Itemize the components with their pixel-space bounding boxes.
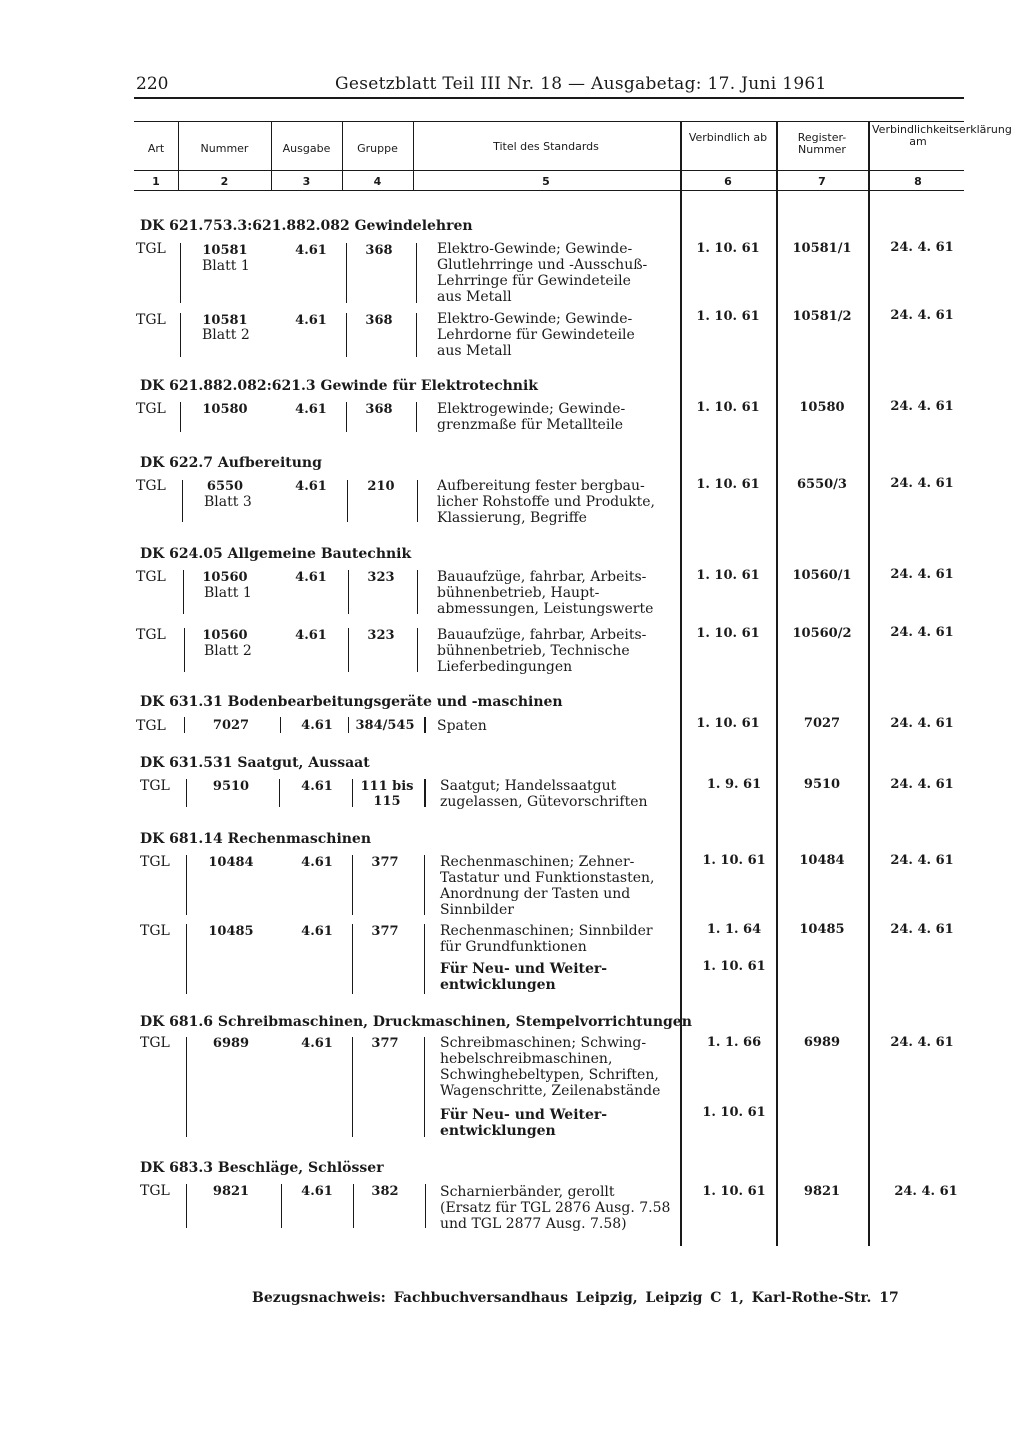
header-rule xyxy=(134,97,964,99)
col-number: 6 xyxy=(724,175,732,188)
cell-erklaerung: 24. 4. 61 xyxy=(890,308,954,323)
title-line: Aufbereitung fester bergbau- xyxy=(437,478,645,494)
cell-erklaerung: 24. 4. 61 xyxy=(890,399,954,414)
row-divider xyxy=(424,855,425,915)
header-bottom-rule xyxy=(134,190,964,191)
cell-nummer: 10485 xyxy=(208,924,254,939)
cell-title xyxy=(437,478,655,526)
section-heading: DK 624.05 Allgemeine Bautechnik xyxy=(140,546,412,562)
col-header-register: Register-Nummer xyxy=(797,131,847,156)
cell-blatt: Blatt 1 xyxy=(202,258,250,274)
cell-nummer: 6550 xyxy=(206,479,244,494)
cell-gruppe: 210 xyxy=(367,479,395,494)
section-heading: DK 681.14 Rechenmaschinen xyxy=(140,831,372,847)
row-divider xyxy=(424,1037,425,1137)
col-number: 3 xyxy=(302,175,311,188)
row-divider xyxy=(416,243,417,303)
cell-verbindlich: 1. 10. 61 xyxy=(702,853,766,868)
col-header-art: Art xyxy=(147,142,165,155)
col-number: 8 xyxy=(914,175,922,188)
cell-gruppe: 368 xyxy=(365,243,393,258)
title-line: zugelassen, Gütevorschriften xyxy=(440,794,648,810)
cell-erklaerung: 24. 4. 61 xyxy=(890,476,954,491)
row-divider xyxy=(424,779,426,807)
cell-art: TGL xyxy=(140,1183,170,1199)
cell-title xyxy=(440,854,654,918)
cell-nummer: 10560 xyxy=(202,570,248,585)
cell-nummer: 6989 xyxy=(212,1036,250,1051)
row-divider xyxy=(348,717,349,733)
cell-title xyxy=(440,1184,670,1232)
cell-art: TGL xyxy=(140,854,170,870)
section-heading: DK 681.6 Schreibmaschinen, Druckmaschinen, Stempelvorrichtungen xyxy=(140,1014,692,1030)
col-header-gruppe: Gruppe xyxy=(357,142,398,155)
col-divider-erklaerung xyxy=(868,121,870,1246)
title-line: Für Neu- und Weiter- xyxy=(440,1107,608,1123)
col-number: 5 xyxy=(542,175,550,188)
col-number: 4 xyxy=(373,175,382,188)
cell-title xyxy=(437,569,653,617)
cell-nummer: 10581 xyxy=(202,243,248,258)
row-divider xyxy=(346,243,347,303)
title-line: Elektro-Gewinde; Gewinde- xyxy=(437,311,633,327)
row-divider xyxy=(353,1184,354,1228)
page-number: 220 xyxy=(136,74,169,94)
cell-title xyxy=(437,311,635,359)
row-divider xyxy=(186,855,187,915)
row-divider xyxy=(186,924,187,994)
cell-gruppe: 323 xyxy=(367,628,395,643)
cell-nummer: 10484 xyxy=(208,855,254,870)
cell-gruppe: 368 xyxy=(365,402,393,417)
cell-art: TGL xyxy=(136,627,166,643)
cell-art: TGL xyxy=(136,569,166,585)
cell-verbindlich: 1. 10. 61 xyxy=(696,241,760,256)
cell-register: 10581/2 xyxy=(792,309,852,324)
title-line: licher Rohstoffe und Produkte, xyxy=(437,494,655,510)
cell-erklaerung: 24. 4. 61 xyxy=(890,716,954,731)
title-line: Glutlehrringe und -Ausschuß- xyxy=(437,257,648,273)
title-line: grenzmaße für Metallteile xyxy=(437,417,624,433)
cell-verbindlich: 1. 10. 61 xyxy=(696,309,760,324)
cell-verbindlich-note: 1. 10. 61 xyxy=(702,959,766,974)
row-divider xyxy=(184,717,185,733)
title-line: Lehrdorne für Gewindeteile xyxy=(437,327,635,343)
cell-art: TGL xyxy=(140,778,170,794)
row-divider xyxy=(424,717,426,733)
cell-register: 10485 xyxy=(799,922,845,937)
title-line: entwicklungen xyxy=(440,977,556,993)
cell-ausgabe: 4.61 xyxy=(295,402,327,417)
cell-nummer: 9821 xyxy=(212,1184,250,1199)
cell-verbindlich: 1. 10. 61 xyxy=(696,716,760,731)
cell-title xyxy=(437,718,487,734)
col-number: 2 xyxy=(220,175,229,188)
cell-ausgabe: 4.61 xyxy=(301,1036,333,1051)
cell-art: TGL xyxy=(140,1035,170,1051)
row-divider xyxy=(280,717,281,733)
row-divider xyxy=(184,628,185,672)
row-divider xyxy=(424,924,425,994)
section-heading: DK 683.3 Beschläge, Schlösser xyxy=(140,1160,384,1176)
row-divider xyxy=(281,1184,282,1228)
cell-blatt: Blatt 1 xyxy=(204,585,252,601)
cell-register: 9821 xyxy=(803,1184,841,1199)
cell-art: TGL xyxy=(136,478,166,494)
cell-ausgabe: 4.61 xyxy=(301,855,333,870)
row-divider xyxy=(180,402,181,432)
cell-register: 10580 xyxy=(799,400,845,415)
cell-gruppe: 111 bis xyxy=(360,779,414,794)
cell-nummer: 10581 xyxy=(202,313,248,328)
cell-ausgabe: 4.61 xyxy=(295,570,327,585)
title-line: bühnenbetrieb, Technische xyxy=(437,643,630,659)
cell-verbindlich: 1. 10. 61 xyxy=(696,477,760,492)
cell-register: 10581/1 xyxy=(792,241,852,256)
col-divider-verbindlich xyxy=(680,121,682,1246)
cell-title xyxy=(437,627,646,675)
cell-erklaerung: 24. 4. 61 xyxy=(890,853,954,868)
section-heading: DK 631.531 Saatgut, Aussaat xyxy=(140,755,370,771)
row-divider xyxy=(180,243,181,303)
title-line: Für Neu- und Weiter- xyxy=(440,961,608,977)
title-line: bühnenbetrieb, Haupt- xyxy=(437,585,600,601)
cell-ausgabe: 4.61 xyxy=(295,313,327,328)
table-top-rule xyxy=(134,121,964,122)
cell-register: 7027 xyxy=(803,716,841,731)
cell-blatt: Blatt 3 xyxy=(204,494,252,510)
cell-gruppe-continued: 115 xyxy=(373,794,401,809)
cell-verbindlich: 1. 10. 61 xyxy=(702,1184,766,1199)
cell-nummer: 7027 xyxy=(212,718,250,733)
cell-erklaerung: 24. 4. 61 xyxy=(890,625,954,640)
row-divider xyxy=(352,1037,353,1137)
cell-ausgabe: 4.61 xyxy=(295,479,327,494)
cell-title-note xyxy=(440,961,607,993)
row-divider xyxy=(417,570,418,614)
cell-erklaerung: 24. 4. 61 xyxy=(890,1035,954,1050)
row-divider xyxy=(186,1184,187,1228)
title-line: hebelschreibmaschinen, xyxy=(440,1051,613,1067)
cell-title xyxy=(437,241,647,305)
cell-title-note xyxy=(440,1107,607,1139)
cell-art: TGL xyxy=(136,241,166,257)
col-header-verbindlich: Verbindlich ab xyxy=(688,131,768,144)
row-divider xyxy=(348,628,349,672)
cell-gruppe: 382 xyxy=(371,1184,399,1199)
title-line: Bauaufzüge, fahrbar, Arbeits- xyxy=(437,627,647,643)
title-line: Wagenschritte, Zeilenabstände xyxy=(440,1083,661,1099)
title-line: Rechenmaschinen; Sinnbilder xyxy=(440,923,653,939)
cell-register: 10560/1 xyxy=(792,568,852,583)
cell-gruppe: 368 xyxy=(365,313,393,328)
row-divider xyxy=(417,480,418,522)
cell-register: 6550/3 xyxy=(797,477,847,492)
col-header-erklaerung: Verbindlichkeitserklärung am xyxy=(872,123,1012,148)
cell-erklaerung: 24. 4. 61 xyxy=(890,777,954,792)
col-divider-register xyxy=(776,121,778,1246)
row-divider xyxy=(279,779,280,807)
title-line: Spaten xyxy=(437,718,487,734)
cell-ausgabe: 4.61 xyxy=(295,243,327,258)
title-line: für Grundfunktionen xyxy=(440,939,587,955)
row-divider xyxy=(348,570,349,614)
cell-erklaerung: 24. 4. 61 xyxy=(890,922,954,937)
cell-art: TGL xyxy=(136,312,166,328)
cell-erklaerung: 24. 4. 61 xyxy=(894,1184,958,1199)
row-divider xyxy=(417,628,418,672)
title-line: Saatgut; Handelssaatgut xyxy=(440,778,617,794)
title-line: aus Metall xyxy=(437,343,512,359)
cell-gruppe: 377 xyxy=(371,924,399,939)
title-line: Schreibmaschinen; Schwing- xyxy=(440,1035,647,1051)
cell-gruppe: 384/545 xyxy=(355,718,415,733)
row-divider xyxy=(352,855,353,915)
title-line: Klassierung, Begriffe xyxy=(437,510,587,526)
cell-title xyxy=(440,778,648,810)
title-line: Elektrogewinde; Gewinde- xyxy=(437,401,626,417)
cell-erklaerung: 24. 4. 61 xyxy=(890,240,954,255)
page-title: Gesetzblatt Teil III Nr. 18 — Ausgabetag: 17. Juni 1961 xyxy=(335,74,827,94)
title-line: und TGL 2877 Ausg. 7.58) xyxy=(440,1216,627,1232)
section-heading: DK 631.31 Bodenbearbeitungsgeräte und -maschinen xyxy=(140,694,563,710)
row-divider xyxy=(186,779,187,807)
row-divider xyxy=(180,313,181,357)
cell-nummer: 9510 xyxy=(212,779,250,794)
cell-ausgabe: 4.61 xyxy=(301,1184,333,1199)
cell-gruppe: 323 xyxy=(367,570,395,585)
row-divider xyxy=(352,924,353,994)
col-number: 7 xyxy=(818,175,826,188)
cell-blatt: Blatt 2 xyxy=(204,643,252,659)
title-line: Elektro-Gewinde; Gewinde- xyxy=(437,241,633,257)
cell-ausgabe: 4.61 xyxy=(301,718,333,733)
title-line: Lehrringe für Gewindeteile xyxy=(437,273,631,289)
cell-register: 6989 xyxy=(803,1035,841,1050)
title-line: Anordnung der Tasten und xyxy=(440,886,631,902)
cell-verbindlich: 1. 10. 61 xyxy=(696,568,760,583)
section-heading: DK 621.882.082:621.3 Gewinde für Elektrotechnik xyxy=(140,378,538,394)
cell-verbindlich: 1. 10. 61 xyxy=(696,400,760,415)
cell-art: TGL xyxy=(140,923,170,939)
cell-title xyxy=(440,1035,660,1099)
cell-gruppe: 377 xyxy=(371,855,399,870)
cell-verbindlich-note: 1. 10. 61 xyxy=(702,1105,766,1120)
title-line: Scharnierbänder, gerollt xyxy=(440,1184,615,1200)
col-header-titel: Titel des Standards xyxy=(493,140,599,153)
row-divider xyxy=(346,402,347,432)
row-divider xyxy=(352,779,353,807)
row-divider xyxy=(416,313,417,357)
row-divider xyxy=(183,570,184,614)
cell-verbindlich: 1. 10. 61 xyxy=(696,626,760,641)
cell-verbindlich: 1. 1. 66 xyxy=(706,1035,762,1050)
cell-ausgabe: 4.61 xyxy=(301,779,333,794)
title-line: entwicklungen xyxy=(440,1123,556,1139)
cell-verbindlich: 1. 1. 64 xyxy=(706,922,762,937)
title-line: Sinnbilder xyxy=(440,902,514,918)
cell-nummer: 10560 xyxy=(202,628,248,643)
cell-title xyxy=(437,401,625,433)
title-line: abmessungen, Leistungswerte xyxy=(437,601,654,617)
cell-verbindlich: 1. 9. 61 xyxy=(706,777,762,792)
cell-art: TGL xyxy=(136,718,166,734)
row-divider xyxy=(186,1037,187,1137)
row-divider xyxy=(416,402,417,432)
col-header-nummer: Nummer xyxy=(200,142,249,155)
cell-register: 10560/2 xyxy=(792,626,852,641)
cell-blatt: Blatt 2 xyxy=(202,327,250,343)
footer-note: Bezugsnachweis: Fachbuchversandhaus Leipzig, Leipzig C 1, Karl-Rothe-Str. 17 xyxy=(252,1290,899,1306)
title-line: Tastatur und Funktionstasten, xyxy=(440,870,655,886)
col-header-ausgabe: Ausgabe xyxy=(282,142,331,155)
cell-ausgabe: 4.61 xyxy=(301,924,333,939)
col-number: 1 xyxy=(152,175,160,188)
title-line: Schwinghebeltypen, Schriften, xyxy=(440,1067,659,1083)
cell-erklaerung: 24. 4. 61 xyxy=(890,567,954,582)
title-line: (Ersatz für TGL 2876 Ausg. 7.58 xyxy=(440,1200,671,1216)
title-line: Bauaufzüge, fahrbar, Arbeits- xyxy=(437,569,647,585)
title-line: Lieferbedingungen xyxy=(437,659,573,675)
title-line: aus Metall xyxy=(437,289,512,305)
row-divider xyxy=(347,480,348,522)
cell-nummer: 10580 xyxy=(202,402,248,417)
cell-gruppe: 377 xyxy=(371,1036,399,1051)
row-divider xyxy=(182,480,183,522)
section-heading: DK 621.753.3:621.882.082 Gewindelehren xyxy=(140,218,473,234)
cell-title xyxy=(440,923,653,955)
cell-art: TGL xyxy=(136,401,166,417)
row-divider xyxy=(425,1184,426,1228)
cell-ausgabe: 4.61 xyxy=(295,628,327,643)
cell-register: 9510 xyxy=(803,777,841,792)
title-line: Rechenmaschinen; Zehner- xyxy=(440,854,635,870)
section-heading: DK 622.7 Aufbereitung xyxy=(140,455,322,471)
row-divider xyxy=(346,313,347,357)
cell-register: 10484 xyxy=(799,853,845,868)
header-mid-rule xyxy=(134,170,964,171)
